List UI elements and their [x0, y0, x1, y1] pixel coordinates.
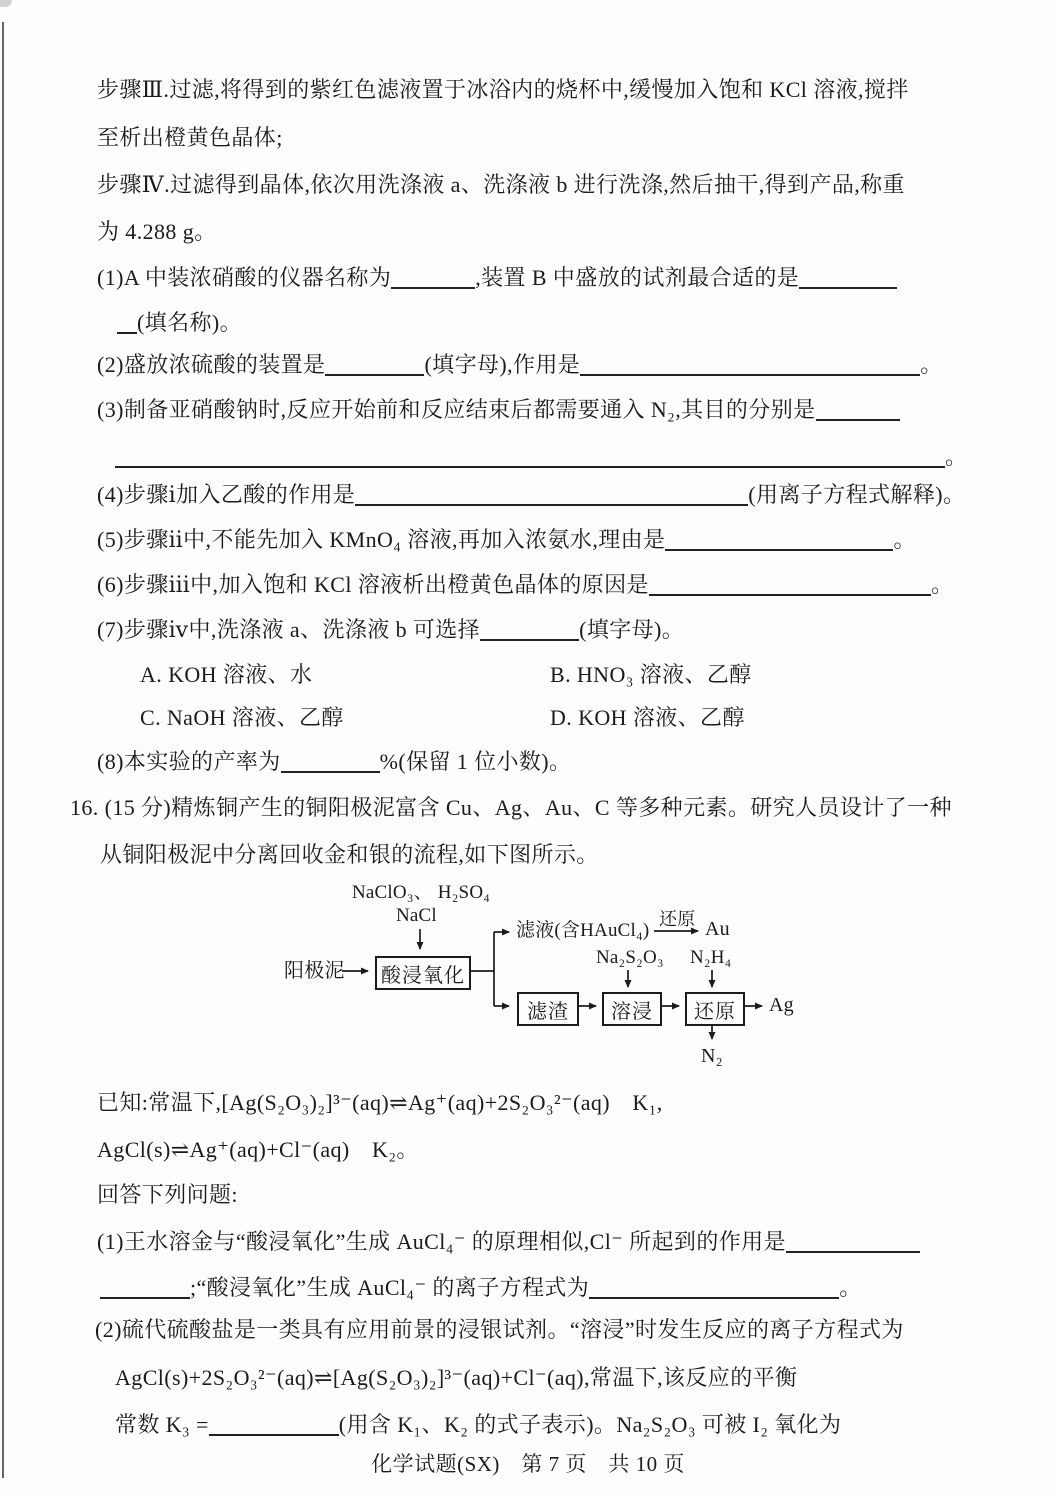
q15-step4-line1 [97, 170, 905, 200]
diagram-reagent-nacl: NaCl [396, 905, 437, 926]
text-run: (4)步骤ⅰ加入乙酸的作用是 [97, 482, 356, 507]
page-footer: 化学试题(SX) 第 7 页 共 10 页 [371, 1452, 685, 1476]
text-run: (填名称)。 [137, 310, 243, 335]
process-flow-diagram [280, 882, 800, 1083]
answer-blank [209, 1415, 339, 1436]
diagram-box-acid-leach-oxidation: 酸浸氧化 [375, 956, 471, 990]
diagram-filtrate-haucl4: 滤液(含HAuCl₄) [516, 920, 650, 941]
answer-blank [115, 447, 945, 468]
text-run: (2)硫代硫酸盐是一类具有应用前景的浸银试剂。“溶浸”时发生反应的离子方程式为 [95, 1317, 904, 1342]
q15-step3-line2 [97, 123, 283, 153]
option-d: D. KOH 溶液、乙醇 [550, 705, 745, 730]
q16-item-2-line3 [115, 1410, 841, 1440]
text-run: (填字母),作用是 [424, 352, 581, 377]
q16-item-1-line2 [100, 1273, 862, 1303]
text-run: 。 [945, 444, 968, 469]
text-run: 步骤Ⅳ.过滤得到晶体,依次用洗涤液 a、洗涤液 b 进行洗涤,然后抽干,得到产品,称重 [97, 172, 905, 197]
text-run: (7)步骤ⅳ中,洗涤液 a、洗涤液 b 可选择 [97, 617, 481, 642]
option-b: B. HNO₃ 溶液、乙醇 [550, 662, 752, 687]
text-run: (1)王水溶金与“酸浸氧化”生成 AuCl₄⁻ 的原理相似,Cl⁻ 所起到的作用是 [97, 1229, 786, 1254]
answer-blank [100, 1278, 190, 1299]
q16-item-2-line1 [95, 1315, 904, 1345]
q16-intro-line2 [100, 840, 599, 870]
diagram-reagent-n2h4: N₂H₄ [690, 947, 732, 968]
text-run: AgCl(s)⇌Ag⁺(aq)+Cl⁻(aq) K₂。 [97, 1137, 419, 1162]
q15-item-2 [97, 350, 943, 380]
q15-item-8 [97, 747, 571, 777]
text-run: ,装置 B 中盛放的试剂最合适的是 [475, 265, 800, 290]
text-run: (1)A 中装浓硝酸的仪器名称为 [97, 265, 392, 290]
diagram-box-leach: 溶浸 [602, 992, 662, 1026]
scan-corner-artifact [0, 0, 12, 7]
q16-known-equation-1 [97, 1088, 663, 1118]
text-run: ;“酸浸氧化”生成 AuCl₄⁻ 的离子方程式为 [190, 1275, 590, 1300]
text-run: 为 4.288 g。 [97, 219, 217, 244]
answer-blank [391, 268, 475, 289]
answer-blank [281, 752, 380, 773]
text-run: (8)本实验的产率为 [97, 749, 281, 774]
text-run: 常数 K₃ = [115, 1412, 209, 1437]
text-run: (填字母)。 [579, 617, 685, 642]
q16-item-2-line2 [115, 1363, 797, 1393]
option-c: C. NaOH 溶液、乙醇 [140, 705, 344, 730]
answer-blank [816, 400, 900, 421]
answer-blank [117, 313, 137, 334]
text-run: AgCl(s)+2S₂O₃²⁻(aq)⇌[Ag(S₂O₃)₂]³⁻(aq)+Cl⁻(aq),常温下,该反应的平衡 [115, 1365, 798, 1390]
scan-edge-line [2, 22, 4, 1478]
text-run: 。 [893, 527, 916, 552]
diagram-box-residue: 滤渣 [517, 992, 579, 1026]
diagram-feed-anode-slime: 阳极泥 [284, 960, 345, 982]
answer-blank [580, 355, 920, 376]
q15-item-7 [97, 615, 684, 645]
q16-answer-prompt [97, 1180, 238, 1210]
text-run: (用离子方程式解释)。 [748, 482, 966, 507]
q16-item-1-line1 [97, 1227, 920, 1257]
text-run: (6)步骤ⅲ中,加入饱和 KCl 溶液析出橙黄色晶体的原因是 [97, 572, 649, 597]
q16-known-equation-2 [97, 1135, 419, 1165]
text-run: 。 [920, 352, 943, 377]
answer-blank [589, 1278, 839, 1299]
q15-item-6 [97, 570, 953, 600]
q15-step4-line2 [97, 217, 217, 247]
diagram-product-au: Au [705, 918, 730, 940]
q16-intro-line1 [70, 793, 952, 823]
text-run: (用含 K₁、K₂ 的式子表示)。Na₂S₂O₃ 可被 I₂ 氧化为 [338, 1412, 842, 1437]
diagram-product-ag: Ag [769, 994, 794, 1016]
text-run: 16. (15 分)精炼铜产生的铜阳极泥富含 Cu、Ag、Au、C 等多种元素。研究人员设计了一种 [70, 795, 952, 820]
text-run: 回答下列问题: [97, 1182, 238, 1207]
text-run: (2)盛放浓硫酸的装置是 [97, 352, 326, 377]
diagram-reagent-na2s2o3: Na₂S₂O₃ [596, 947, 664, 968]
answer-blank [786, 1232, 920, 1253]
diagram-byproduct-n2: N₂ [701, 1045, 723, 1067]
text-run: 至析出橙黄色晶体; [97, 125, 283, 150]
text-run: (3)制备亚硝酸钠时,反应开始前和反应结束后都需要通入 N₂,其目的分别是 [97, 397, 816, 422]
q15-item-3-line2 [115, 442, 967, 472]
answer-blank [480, 620, 579, 641]
diagram-box-reduction: 还原 [685, 992, 745, 1026]
text-run: 已知:常温下,[Ag(S₂O₃)₂]³⁻(aq)⇌Ag⁺(aq)+2S₂O₃²⁻(aq) K₁, [97, 1090, 663, 1115]
text-run: 步骤Ⅲ.过滤,将得到的紫红色滤液置于冰浴内的烧杯中,缓慢加入饱和 KCl 溶液,搅拌 [97, 77, 909, 102]
text-run: 从铜阳极泥中分离回收金和银的流程,如下图所示。 [100, 842, 599, 867]
q15-item-4 [97, 480, 965, 510]
q15-item-1-line2 [117, 308, 242, 338]
diagram-reduction-label: 还原 [659, 909, 696, 929]
answer-blank [325, 355, 424, 376]
text-run: %(保留 1 位小数)。 [379, 749, 572, 774]
diagram-reagents-naclo3-h2so4: NaClO₃、 H₂SO₄ [352, 882, 491, 903]
q15-item-1-line1 [97, 263, 897, 293]
answer-blank [799, 268, 897, 289]
answer-blank [649, 575, 931, 596]
text-run: 。 [839, 1275, 862, 1300]
answer-blank [665, 530, 893, 551]
answer-blank [355, 485, 748, 506]
q15-step3-line1 [97, 75, 909, 105]
option-a: A. KOH 溶液、水 [140, 662, 313, 687]
q15-item-3-line1 [97, 395, 900, 425]
text-run: (5)步骤ⅱ中,不能先加入 KMnO₄ 溶液,再加入浓氨水,理由是 [97, 527, 666, 552]
q15-item-5 [97, 525, 916, 555]
text-run: 。 [930, 572, 954, 597]
